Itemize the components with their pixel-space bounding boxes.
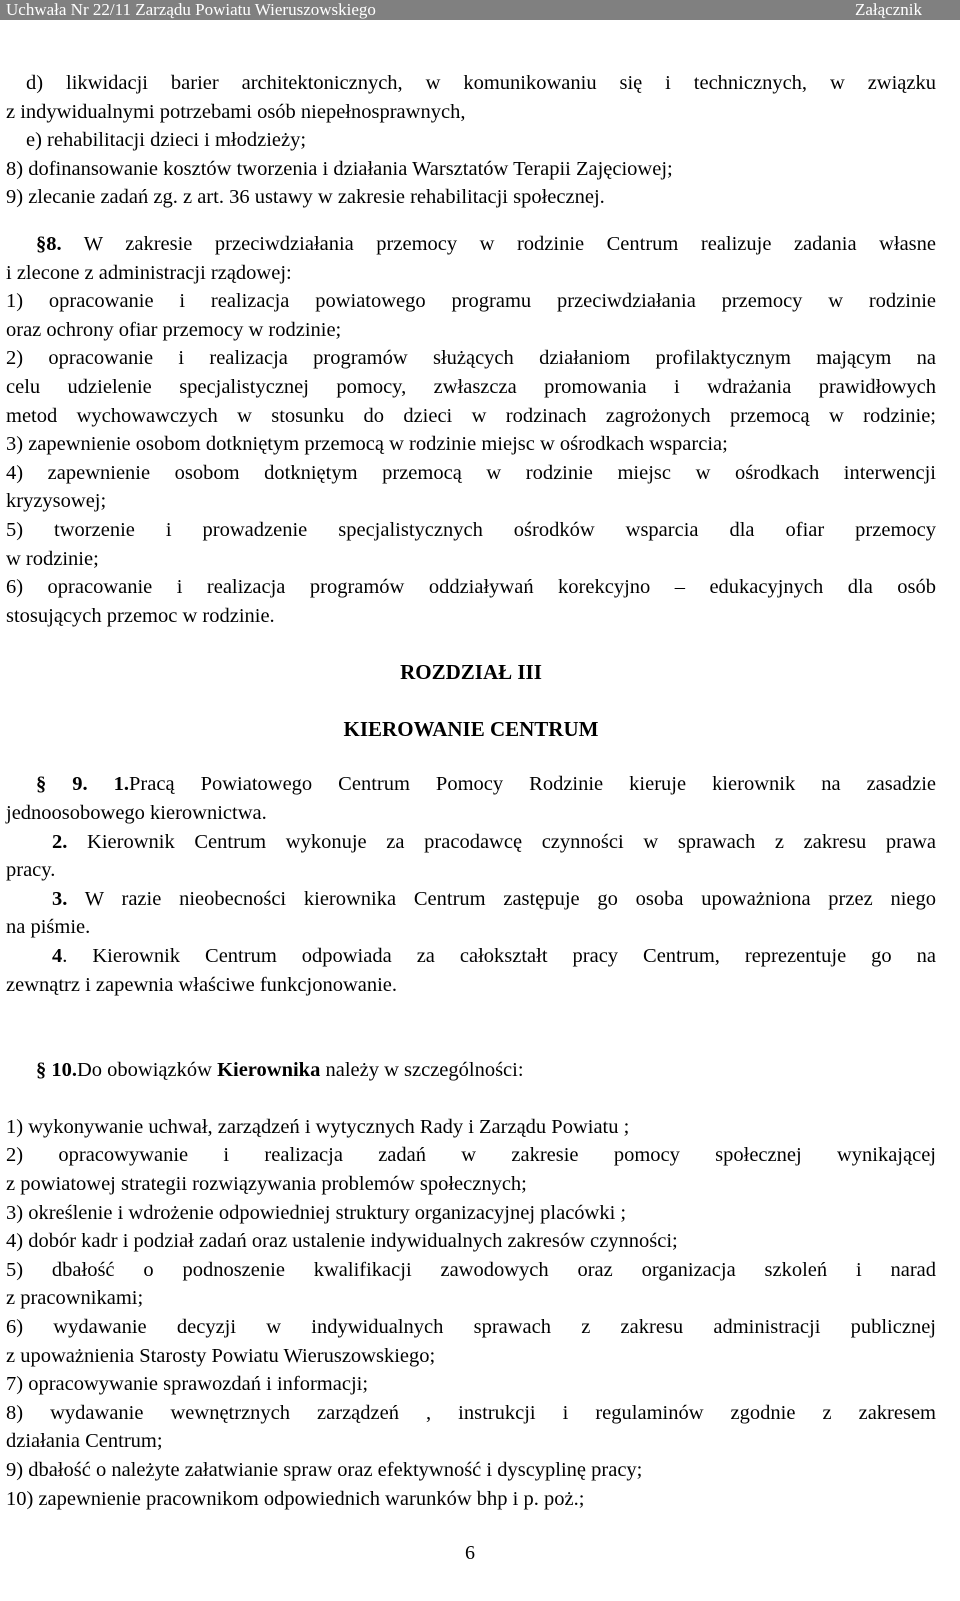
section-number: §8. [36,232,62,255]
list-item: 2) opracowywanie i realizacja zadań w zakresie pomocy społecznej wynikającej [6,1144,936,1167]
page-number: 6 [465,1542,475,1564]
intro-block [6,69,936,212]
text-line: z upoważnienia Starosty Powiatu Wieruszowskiego; [6,1344,436,1367]
text-line: e) rehabilitacji dzieci i młodzieży; [26,129,307,152]
text-fragment: należy w szczególności: [320,1059,524,1082]
text-line: 3) zapewnienie osobom dotkniętym przemocą w rodzinie miejsc w ośrodkach wsparcia; [6,433,728,456]
section-10 [6,1056,936,1513]
list-item: 9) dbałość o należyte załatwianie spraw oraz efektywność i dyscyplinę pracy; [6,1458,643,1481]
text-line: z pracownikami; [6,1287,144,1310]
text-line: jednoosobowego kierownictwa. [6,802,267,825]
text-line: d) likwidacji barier architektonicznych, w komunikowaniu się i technicznych, w związku [26,72,936,94]
text-line: 2) opracowanie i realizacja programów służących działaniom profilaktycznym mającym na [6,347,936,370]
section-number: § 9. 1. [36,773,130,796]
text-line: oraz ochrony ofiar przemocy w rodzinie; [6,318,342,341]
paragraph-number: 3. [52,887,68,910]
paragraph-number: 2. [52,830,68,853]
text-line: 8) dofinansowanie kosztów tworzenia i działania Warsztatów Terapii Zajęciowej; [6,157,673,180]
text-line: W razie nieobecności kierownika Centrum zastępuje go osoba upoważniona przez niego [67,887,936,910]
text-line: W zakresie przeciwdziałania przemocy w rodzinie Centrum realizuje zadania własne [61,232,936,255]
header-title: Uchwała Nr 22/11 Zarządu Powiatu Wieruszowskiego [6,0,376,19]
document-header-bar [0,0,960,20]
text-line: 1) opracowanie i realizacja powiatowego programu przeciwdziałania przemocy w rodzinie [6,290,936,313]
section-9 [6,770,936,999]
chapter-number: ROZDZIAŁ III [400,660,542,685]
section-8 [6,230,936,630]
text-fragment: Do obowiązków [77,1059,218,1082]
list-item: 5) dbałość o podnoszenie kwalifikacji zawodowych oraz organizacja szkoleń i narad [6,1258,936,1281]
text-line: stosujących przemoc w rodzinie. [6,604,275,627]
text-line: celu udzielenie specjalistycznej pomocy, zwłaszcza promowania i wdrażania prawidłowych [6,375,936,398]
text-line: 5) tworzenie i prowadzenie specjalistycznych ośrodków wsparcia dla ofiar przemocy [6,518,936,541]
list-item: 10) zapewnienie pracownikom odpowiednich warunków bhp i p. poż.; [6,1487,585,1510]
text-line: z indywidualnymi potrzebami osób niepełnosprawnych, [6,100,466,123]
text-line: 9) zlecanie zadań zg. z art. 36 ustawy w zakresie rehabilitacji społecznej. [6,186,605,209]
text-line: Kierownik Centrum wykonuje za pracodawcę czynności w sprawach z zakresu prawa [67,830,936,853]
text-line: metod wychowawczych w stosunku do dzieci w rodzinach zagrożonych przemocą w rodzinie; [6,404,936,427]
text-fragment-bold: Kierownika [217,1059,321,1082]
text-line: pracy. [6,859,56,882]
text-line: działania Centrum; [6,1430,163,1453]
text-line: kryzysowej; [6,490,107,513]
chapter-title: KIEROWANIE CENTRUM [343,716,599,741]
list-item: 7) opracowywanie sprawozdań i informacji; [6,1373,369,1396]
section-number: § 10. [36,1059,77,1082]
header-attachment-label: Załącznik [854,0,922,19]
list-item: 3) określenie i wdrożenie odpowiedniej struktury organizacyjnej placówki ; [6,1201,627,1224]
text-line: i zlecone z administracji rządowej: [6,261,292,284]
paragraph-number: 4 [52,945,63,968]
document-body [6,69,936,1513]
list-item: 4) dobór kadr i podział zadań oraz ustalenie indywidualnych zakresów czynności; [6,1230,678,1253]
list-item: 1) wykonywanie uchwał, zarządzeń i wytycznych Rady i Zarządu Powiatu ; [6,1115,630,1138]
text-line: z powiatowej strategii rozwiązywania problemów społecznych; [6,1173,527,1195]
text-line: Pracą Powiatowego Centrum Pomocy Rodzinie kieruje kierownik na zasadzie [129,773,937,796]
text-line: na piśmie. [6,916,91,939]
list-item: 8) wydawanie wewnętrznych zarządzeń , instrukcji i regulaminów zgodnie z zakresem [6,1401,936,1424]
text-line: 6) opracowanie i realizacja programów oddziaływań korekcyjno – edukacyjnych dla osób [6,576,936,599]
text-line: . Kierownik Centrum odpowiada za całokształt pracy Centrum, reprezentuje go na [62,945,936,968]
text-line: w rodzinie; [6,547,99,570]
text-line: 4) zapewnienie osobom dotkniętym przemocą w rodzinie miejsc w ośrodkach interwencji [6,461,936,484]
list-item: 6) wydawanie decyzji w indywidualnych sprawach z zakresu administracji publicznej [6,1315,936,1338]
text-line: zewnątrz i zapewnia właściwe funkcjonowanie. [6,973,398,996]
